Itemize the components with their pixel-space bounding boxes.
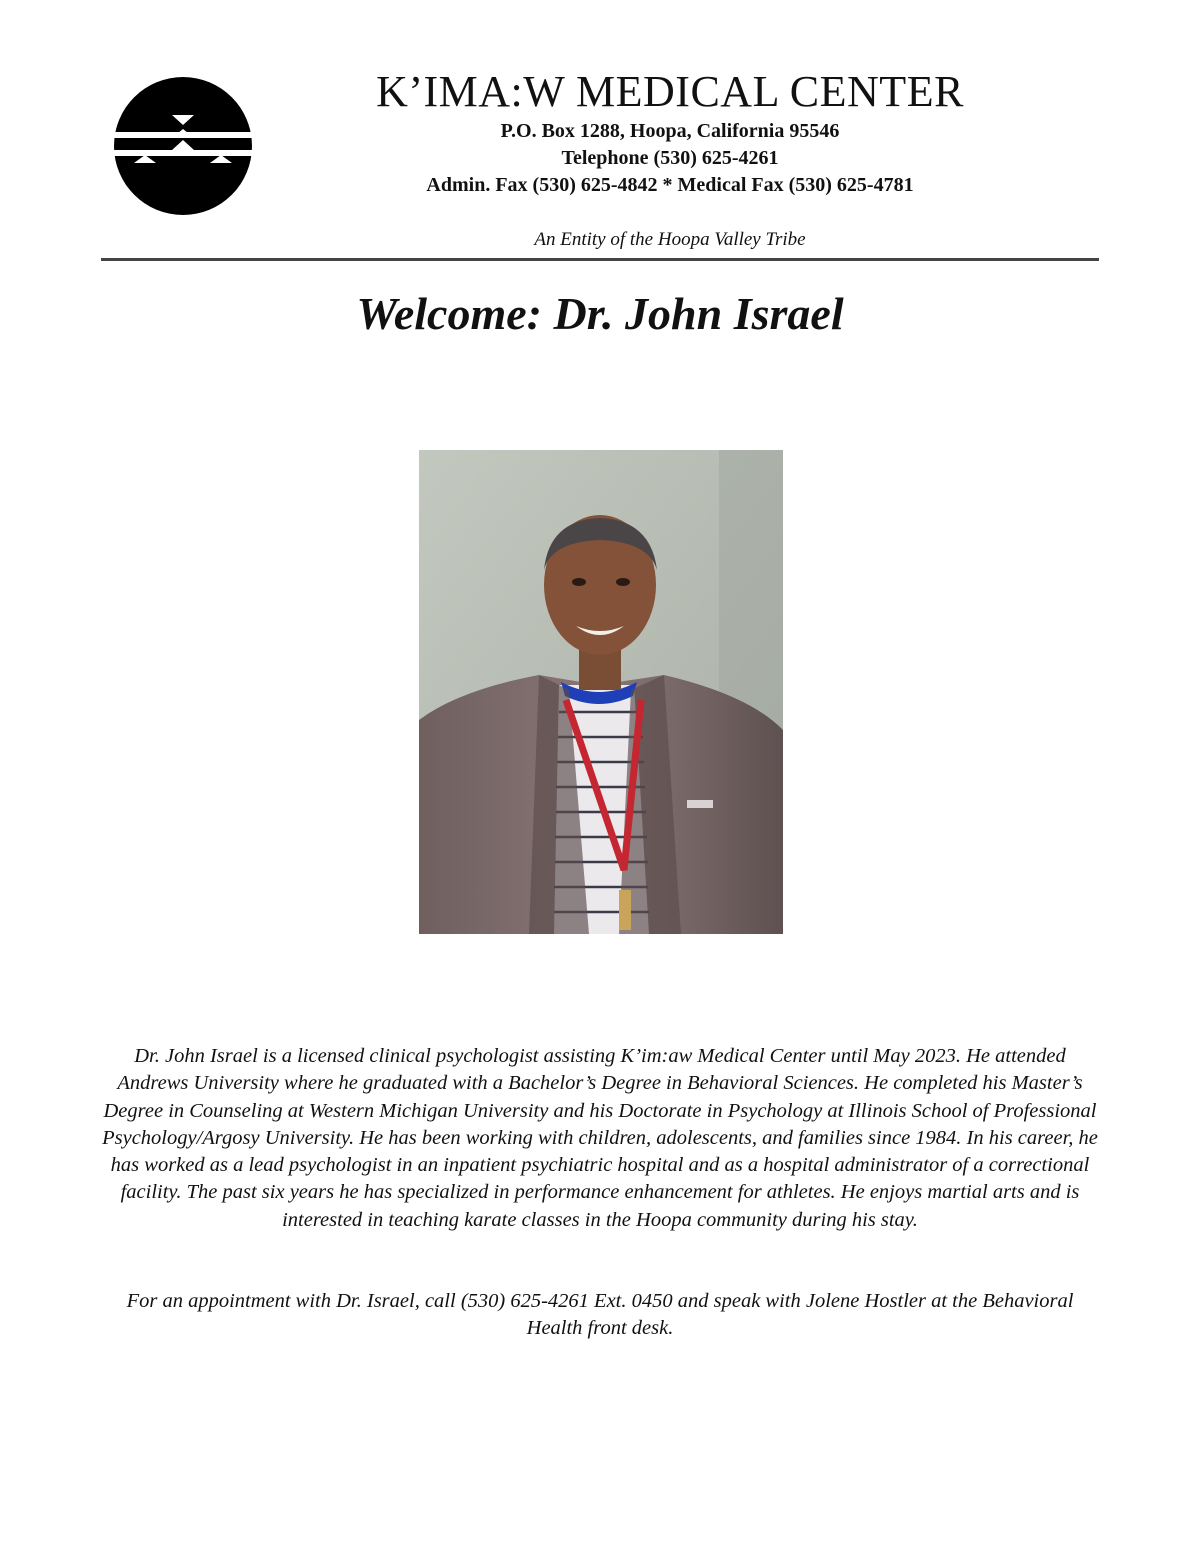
biography-text: Dr. John Israel is a licensed clinical psychologist assisting K’im:aw Medical Center until May 2023. He attended Andrews University where he graduated with a Bachelor’s Degree in Behavioral Sciences. He completed his Master’s Degree in Counseling at Western Michigan University and his Doctorate in Psychology at Illinois School of Professional Psychology/Argosy University. He has been working with children, adolescents, and families since 1984. In his career, he has worked as a lead psychologist in an inpatient psychiatric hospital and as a hospital administrator of a correctional facility. The past six years he has specialized in performance enhancement for athletes. He enjoys martial arts and is interested in teaching karate classes in the Hoopa community during his stay. <box>102 1045 1098 1231</box>
medical-center-logo-icon <box>114 77 252 215</box>
portrait-photo <box>419 450 783 934</box>
organization-name: K’IMA:W MEDICAL CENTER <box>376 67 964 116</box>
letterhead <box>0 0 1200 262</box>
appointment-text: For an appointment with Dr. Israel, call (530) 625-4261 Ext. 0450 and speak with Jolene Hostler at the Behavioral Health front desk. <box>126 1290 1074 1340</box>
telephone-number: Telephone (530) 625-4261 <box>561 147 779 169</box>
page-title: Welcome: Dr. John Israel <box>356 288 844 339</box>
header-divider <box>101 258 1099 261</box>
fax-numbers: Admin. Fax (530) 625-4842 * Medical Fax (530) 625-4781 <box>426 174 914 196</box>
postal-address: P.O. Box 1288, Hoopa, California 95546 <box>500 120 840 142</box>
tribe-tagline: An Entity of the Hoopa Valley Tribe <box>534 229 806 250</box>
